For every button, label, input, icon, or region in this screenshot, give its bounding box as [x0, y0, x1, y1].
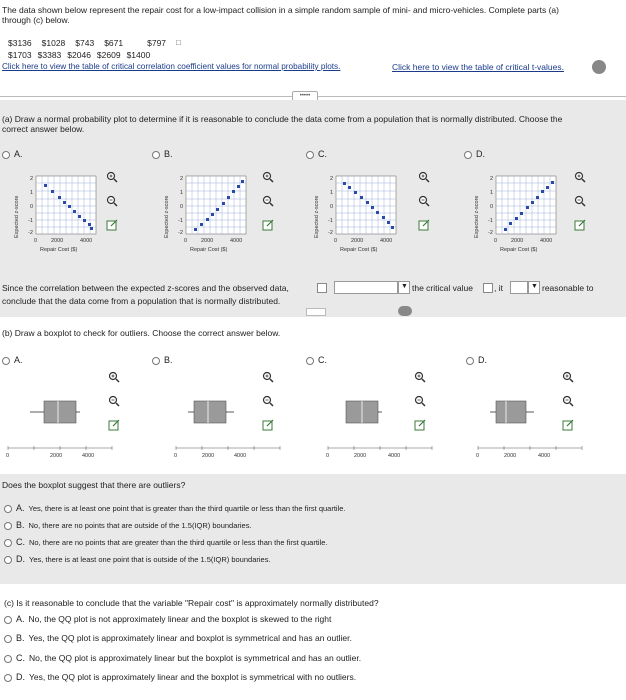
- x-tick: 2000: [201, 238, 214, 244]
- x-tick: 4000: [388, 453, 401, 459]
- popout-icon[interactable]: [574, 218, 586, 236]
- radio-button[interactable]: [306, 357, 314, 365]
- radio-button[interactable]: [4, 556, 12, 564]
- outlier-answer-a[interactable]: [4, 503, 346, 514]
- x-tick: 2000: [504, 453, 517, 459]
- answer-letter: D.: [16, 554, 25, 564]
- answer-letter: A.: [16, 614, 25, 624]
- data-value: $3383: [37, 50, 62, 60]
- y-tick: -2: [328, 230, 333, 236]
- y-tick: 2: [180, 176, 184, 182]
- answer-text: Yes, the QQ plot is approximately linear and the boxplot is symmetrical with no outliers.: [29, 672, 357, 682]
- qq-plot-d: [466, 168, 584, 260]
- radio-button[interactable]: [4, 616, 12, 624]
- popout-icon[interactable]: [418, 218, 430, 236]
- x-tick: 0: [476, 453, 480, 459]
- zoom-out-icon[interactable]: [574, 194, 586, 212]
- zoom-out-icon[interactable]: [562, 394, 574, 412]
- plot-b-tools: [262, 170, 274, 236]
- comparison-select[interactable]: [398, 281, 410, 294]
- x-tick: 0: [184, 238, 188, 244]
- popout-icon[interactable]: [562, 418, 574, 436]
- popout-icon[interactable]: [262, 418, 274, 436]
- qq-plot-c-svg: [306, 168, 424, 260]
- y-tick: -2: [178, 230, 183, 236]
- popout-icon[interactable]: [414, 418, 426, 436]
- y-tick: 2: [490, 176, 494, 182]
- y-tick: -1: [28, 218, 33, 224]
- radio-button[interactable]: [152, 357, 160, 365]
- radio-button[interactable]: [2, 151, 10, 159]
- outlier-answer-d[interactable]: [4, 554, 271, 565]
- expand-button[interactable]: •••••: [292, 91, 318, 102]
- x-tick: 4000: [538, 453, 551, 459]
- qq-option-a[interactable]: [2, 149, 23, 160]
- qq-plot-b-svg: [156, 168, 274, 260]
- data-value: $1400: [126, 50, 151, 60]
- zoom-out-icon[interactable]: [106, 194, 118, 212]
- help-icon[interactable]: [592, 60, 606, 74]
- intro-line2: through (c) below.: [2, 15, 70, 25]
- x-tick: 2000: [50, 453, 63, 459]
- part-a-prompt-1: (a) Draw a normal probability plot to determine if it is reasonable to conclude the data come from a population that is normally distributed. Choose the: [2, 114, 563, 124]
- dropdown-arrow-icon: ▼: [401, 283, 408, 290]
- x-tick: 0: [6, 453, 10, 459]
- x-tick: 2000: [354, 453, 367, 459]
- qq-plot-c: [306, 168, 424, 260]
- boxplot-option-d[interactable]: [466, 355, 487, 366]
- critical-value-text: the critical value: [412, 283, 473, 293]
- correlation-sentence-2: conclude that the data come from a population that is normally distributed.: [2, 296, 281, 306]
- boxplot-a: [0, 370, 120, 462]
- part-c-answer-d[interactable]: [4, 672, 356, 683]
- zoom-in-icon[interactable]: [418, 170, 430, 188]
- qq-option-c[interactable]: [306, 149, 327, 160]
- part-c-question: (c) Is it reasonable to conclude that the variable "Repair cost" is approximately normally distributed?: [4, 598, 379, 608]
- data-table: [8, 38, 218, 60]
- data-value: $671: [104, 38, 124, 48]
- qq-option-d[interactable]: [464, 149, 485, 160]
- y-axis-label: Expected z-score: [164, 195, 170, 238]
- y-axis-label: Expected z-score: [474, 195, 480, 238]
- option-label: C.: [318, 149, 327, 159]
- data-value: $1028: [41, 38, 66, 48]
- zoom-in-icon[interactable]: [262, 170, 274, 188]
- x-axis-label: Repair Cost ($): [340, 247, 378, 253]
- copy-icon[interactable]: □: [176, 38, 181, 47]
- y-tick: -1: [328, 218, 333, 224]
- answer-text: No, there are no points that are outside of the 1.5(IQR) boundaries.: [28, 521, 252, 530]
- correlation-input[interactable]: [334, 281, 398, 294]
- answer-letter: B.: [16, 633, 25, 643]
- zoom-in-icon[interactable]: [574, 170, 586, 188]
- y-tick: 1: [180, 190, 184, 196]
- option-label: A.: [14, 149, 23, 159]
- data-value: $3136: [8, 38, 32, 48]
- answer-text: No, there are no points that are greater than the third quartile or less than the first quartile.: [29, 538, 328, 547]
- expand-button-2[interactable]: [306, 308, 326, 316]
- qq-option-b[interactable]: [152, 149, 173, 160]
- radio-button[interactable]: [4, 655, 12, 663]
- y-tick: -1: [488, 218, 493, 224]
- answer-text: Yes, there is at least one point that is greater than the third quartile or less than the first quartile.: [28, 504, 346, 513]
- radio-button[interactable]: [306, 151, 314, 159]
- y-axis-label: Expected z-score: [314, 195, 320, 238]
- x-tick: 0: [174, 453, 178, 459]
- x-tick: 4000: [380, 238, 393, 244]
- x-tick: 2000: [51, 238, 64, 244]
- option-label: C.: [318, 355, 327, 365]
- plot-d-tools: [574, 170, 586, 236]
- outlier-answer-b[interactable]: [4, 520, 252, 531]
- x-tick: 4000: [80, 238, 93, 244]
- popout-icon[interactable]: [106, 218, 118, 236]
- outlier-question: Does the boxplot suggest that there are outliers?: [2, 480, 186, 490]
- y-tick: 0: [490, 204, 494, 210]
- y-tick: -2: [488, 230, 493, 236]
- correlation-sentence-start: Since the correlation between the expected z-scores and the observed data,: [2, 283, 289, 293]
- zoom-out-icon[interactable]: [418, 194, 430, 212]
- qq-plot-d-svg: [466, 168, 584, 260]
- y-tick: 1: [330, 190, 334, 196]
- x-tick: 0: [494, 238, 498, 244]
- radio-button[interactable]: [2, 357, 10, 365]
- option-label: D.: [478, 355, 487, 365]
- y-tick: 0: [330, 204, 334, 210]
- popout-icon[interactable]: [262, 218, 274, 236]
- y-tick: 2: [30, 176, 34, 182]
- reasonable-input[interactable]: [510, 281, 528, 294]
- option-label: A.: [14, 355, 23, 365]
- option-label: D.: [476, 149, 485, 159]
- link-t-table[interactable]: Click here to view the table of critical t-values.: [392, 62, 564, 72]
- zoom-in-icon[interactable]: [562, 370, 574, 388]
- plot-a-tools: [106, 170, 118, 236]
- zoom-out-icon[interactable]: [262, 394, 274, 412]
- y-tick: -1: [178, 218, 183, 224]
- answer-letter: A.: [16, 503, 25, 513]
- radio-button[interactable]: [4, 674, 12, 682]
- x-tick: 4000: [234, 453, 247, 459]
- part-c-answer-a[interactable]: [4, 614, 331, 625]
- radio-button[interactable]: [466, 357, 474, 365]
- x-tick: 2000: [511, 238, 524, 244]
- option-label: B.: [164, 149, 173, 159]
- option-label: B.: [164, 355, 173, 365]
- answer-letter: C.: [16, 653, 25, 663]
- answer-text: Yes, the QQ plot is approximately linear and boxplot is symmetrical and has an outlier.: [28, 633, 352, 643]
- radio-button[interactable]: [4, 539, 12, 547]
- critical-value-box[interactable]: [483, 283, 493, 293]
- zoom-in-icon[interactable]: [108, 370, 120, 388]
- x-tick: 0: [326, 453, 330, 459]
- data-value: $743: [75, 38, 95, 48]
- zoom-in-icon[interactable]: [414, 370, 426, 388]
- radio-button[interactable]: [152, 151, 160, 159]
- part-b-prompt: (b) Draw a boxplot to check for outliers. Choose the correct answer below.: [2, 328, 281, 338]
- popout-icon[interactable]: [108, 418, 120, 436]
- x-tick: 2000: [351, 238, 364, 244]
- reasonable-select[interactable]: [528, 281, 540, 294]
- x-tick: 0: [334, 238, 338, 244]
- y-tick: 0: [30, 204, 34, 210]
- answer-letter: D.: [16, 672, 25, 682]
- boxplot-b-tools: [262, 370, 274, 436]
- boxplot-a-svg: [0, 370, 120, 462]
- x-tick: 4000: [230, 238, 243, 244]
- answer-text: No, the QQ plot is not approximately linear and the boxplot is skewed to the right: [28, 614, 332, 624]
- answer-text: No, the QQ plot is approximately linear but the boxplot is symmetrical and has an outlier.: [29, 653, 362, 663]
- answer-letter: B.: [16, 520, 25, 530]
- qq-plot-b: [156, 168, 274, 260]
- zoom-in-icon[interactable]: [262, 370, 274, 388]
- y-tick: 0: [180, 204, 184, 210]
- reasonable-to-text: reasonable to: [542, 283, 594, 293]
- y-tick: 2: [330, 176, 334, 182]
- x-axis-label: Repair Cost ($): [40, 247, 78, 253]
- outlier-answer-c[interactable]: [4, 537, 328, 548]
- scroll-indicator[interactable]: [398, 306, 412, 316]
- x-tick: 4000: [540, 238, 553, 244]
- x-tick: 0: [34, 238, 38, 244]
- boxplot-option-c[interactable]: [306, 355, 327, 366]
- data-value: $1703: [8, 50, 32, 60]
- link-correlation-table[interactable]: Click here to view the table of critical correlation coefficient values for normal probability plots.: [2, 62, 341, 71]
- it-text: , it: [494, 283, 503, 293]
- zoom-out-icon[interactable]: [414, 394, 426, 412]
- x-axis-label: Repair Cost ($): [190, 247, 228, 253]
- part-a-prompt-2: correct answer below.: [2, 124, 85, 134]
- answer-letter: C.: [16, 537, 25, 547]
- x-tick: 2000: [202, 453, 215, 459]
- plot-c-tools: [418, 170, 430, 236]
- boxplot-d-tools: [562, 370, 574, 436]
- data-value: $2046: [67, 50, 91, 60]
- zoom-out-icon[interactable]: [262, 194, 274, 212]
- intro-line1: The data shown below represent the repair cost for a low-impact collision in a simple random sample of mini- and micro-vehicles. Complete parts (a): [2, 5, 559, 15]
- boxplot-option-a[interactable]: [2, 355, 23, 366]
- radio-button[interactable]: [4, 505, 12, 513]
- boxplot-a-tools: [108, 370, 120, 436]
- zoom-in-icon[interactable]: [106, 170, 118, 188]
- part-c-answer-b[interactable]: [4, 633, 352, 644]
- answer-text: Yes, there is at least one point that is outside of the 1.5(IQR) boundaries.: [29, 555, 271, 564]
- data-value: $797: [147, 38, 167, 48]
- y-axis-label: Expected z-score: [14, 195, 20, 238]
- radio-button[interactable]: [4, 635, 12, 643]
- y-tick: 1: [30, 190, 34, 196]
- boxplot-option-b[interactable]: [152, 355, 173, 366]
- x-tick: 4000: [82, 453, 95, 459]
- part-c-answer-c[interactable]: [4, 653, 361, 664]
- y-tick: -2: [28, 230, 33, 236]
- radio-button[interactable]: [464, 151, 472, 159]
- x-axis-label: Repair Cost ($): [500, 247, 538, 253]
- y-tick: 1: [490, 190, 494, 196]
- dropdown-arrow-icon: ▼: [531, 283, 538, 290]
- zoom-out-icon[interactable]: [108, 394, 120, 412]
- data-value: $2609: [96, 50, 121, 60]
- boxplot-c-tools: [414, 370, 426, 436]
- radio-button[interactable]: [4, 522, 12, 530]
- correlation-value-box[interactable]: [317, 283, 327, 293]
